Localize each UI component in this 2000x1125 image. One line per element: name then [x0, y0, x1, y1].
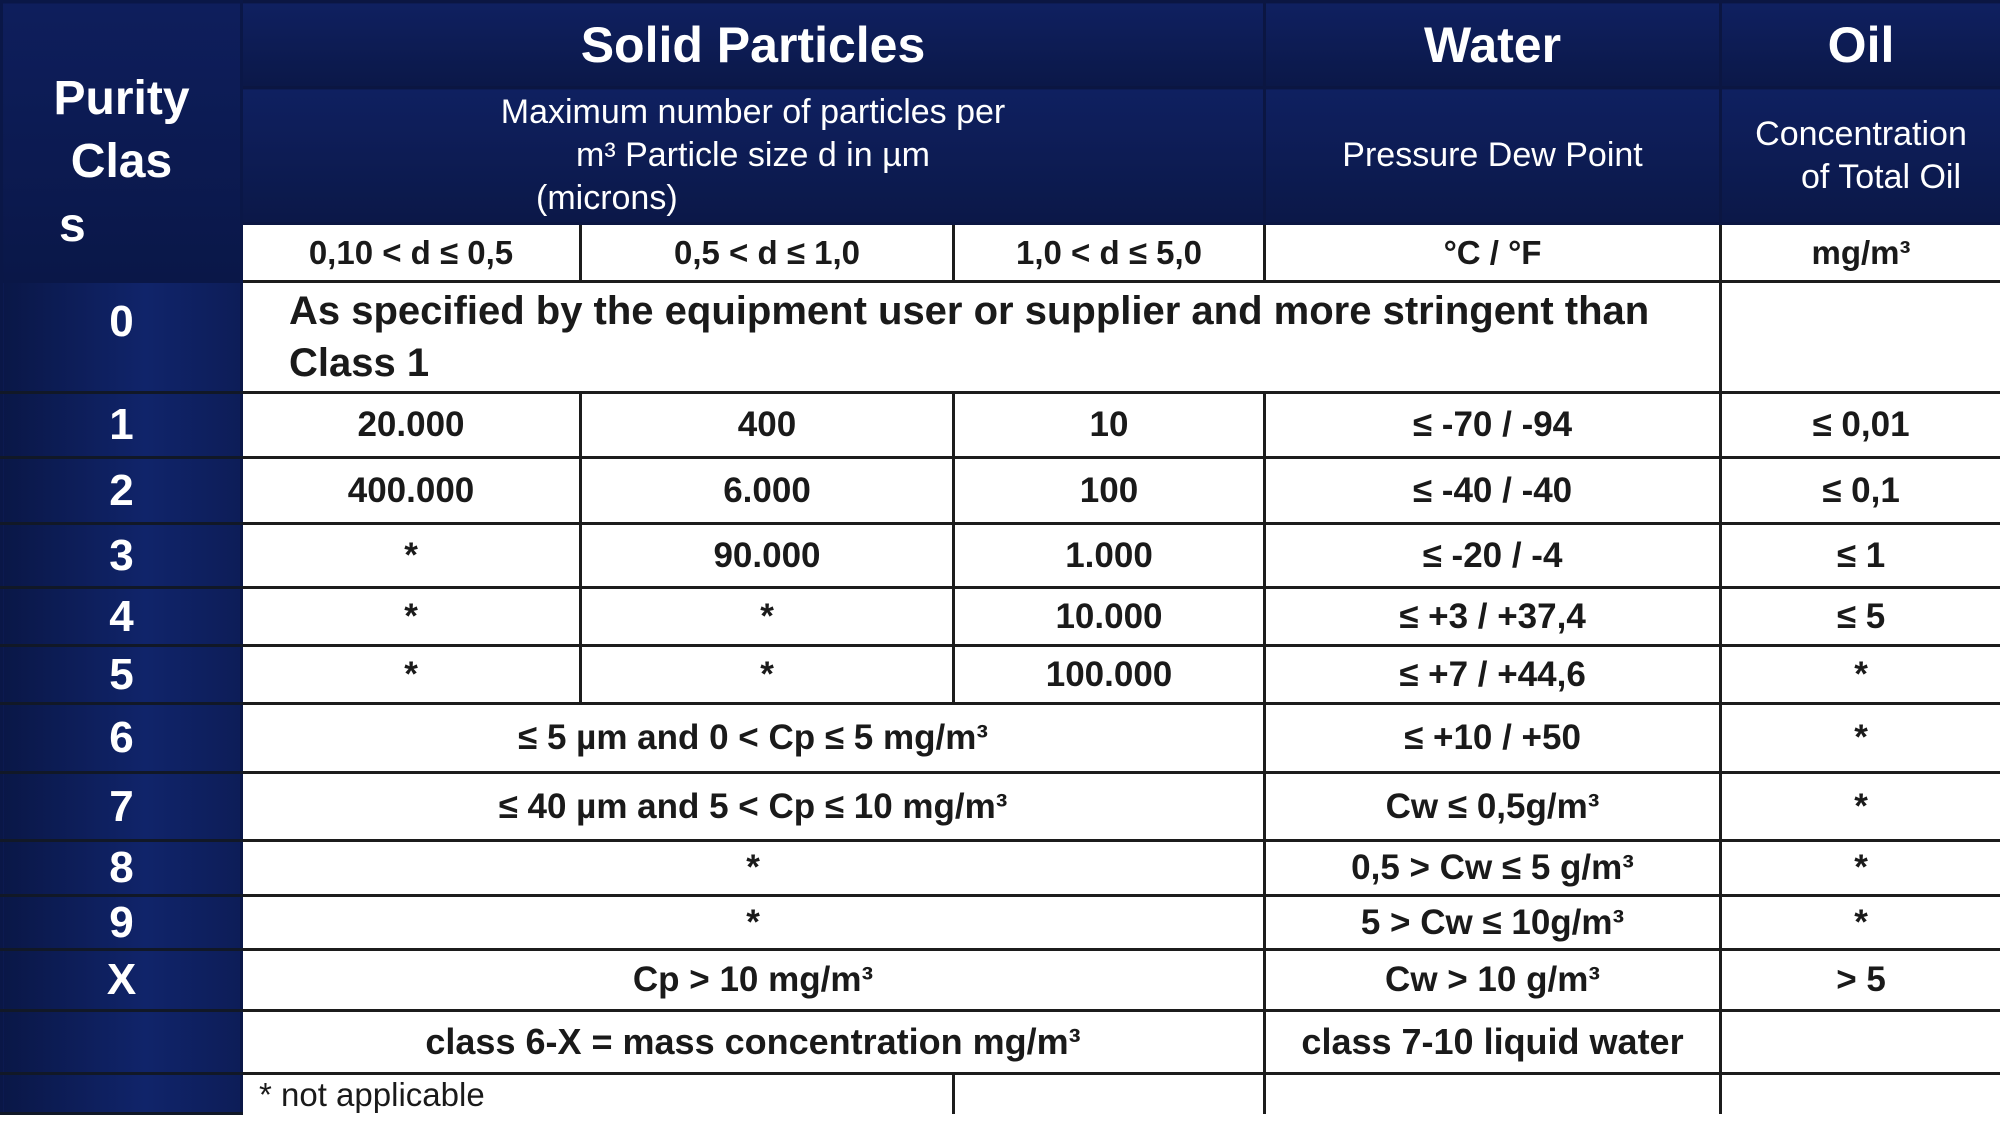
- class-row-merged: [2, 773, 2000, 841]
- oil-concentration-cell: *: [1721, 773, 2000, 841]
- particles-size-3-cell: 100: [954, 458, 1265, 524]
- oil-concentration-cell: *: [1721, 646, 2000, 704]
- solid-particles-merged-cell: *: [242, 841, 1265, 896]
- footnote-empty-cell: [1265, 1074, 1721, 1114]
- class-label: 5: [2, 646, 242, 704]
- particle-size-range-3: 1,0 < d ≤ 5,0: [954, 224, 1265, 282]
- class-label: 0: [2, 282, 242, 393]
- class-label: 1: [2, 393, 242, 458]
- particles-size-2-cell: 90.000: [581, 524, 954, 588]
- purity-class-header: [2, 2, 242, 282]
- oil-header: Oil: [1721, 2, 2000, 88]
- oil-sub-line-2: of Total Oil: [1801, 157, 1962, 196]
- oil-concentration-cell: ≤ 1: [1721, 524, 2000, 588]
- class-0-description: As specified by the equipment user or supplier and more stringent than Class 1: [242, 282, 1721, 393]
- class-row: [2, 588, 2000, 646]
- oil-concentration-cell: ≤ 0,01: [1721, 393, 2000, 458]
- class-0-row: [2, 282, 2000, 393]
- water-dew-point-cell: ≤ -20 / -4: [1265, 524, 1721, 588]
- oil-concentration-cell: *: [1721, 841, 2000, 896]
- oil-subheader: [1721, 88, 2000, 224]
- particles-size-2-cell: *: [581, 588, 954, 646]
- class-label: X: [2, 950, 242, 1011]
- water-header: Water: [1265, 2, 1721, 88]
- footer-class-cell: [2, 1011, 242, 1074]
- purity-header-line-2: Clas: [70, 135, 173, 189]
- class-label: 9: [2, 896, 242, 950]
- footnote-class-cell: [2, 1074, 242, 1114]
- water-liquid-note: class 7-10 liquid water: [1265, 1011, 1721, 1074]
- water-dew-point-cell: ≤ +3 / +37,4: [1265, 588, 1721, 646]
- particles-size-3-cell: 1.000: [954, 524, 1265, 588]
- particles-size-3-cell: 10.000: [954, 588, 1265, 646]
- particles-size-3-cell: 10: [954, 393, 1265, 458]
- particles-size-1-cell: *: [242, 588, 581, 646]
- solid-sub-line-1: Maximum number of particles per: [500, 93, 1006, 132]
- solid-sub-line-3: (microns): [536, 178, 678, 217]
- solid-particles-merged-cell: Cp > 10 mg/m³: [242, 950, 1265, 1011]
- oil-concentration-cell: > 5: [1721, 950, 2000, 1011]
- bottom-margin: [0, 1115, 2000, 1125]
- class-label: 6: [2, 704, 242, 773]
- water-dew-point-cell: ≤ -70 / -94: [1265, 393, 1721, 458]
- purity-header-line-3: s: [59, 198, 86, 252]
- footnote-row: [2, 1074, 2000, 1114]
- particles-size-1-cell: *: [242, 646, 581, 704]
- class-row: [2, 524, 2000, 588]
- particles-size-2-cell: 6.000: [581, 458, 954, 524]
- solid-particles-merged-cell: *: [242, 896, 1265, 950]
- particles-size-3-cell: 100.000: [954, 646, 1265, 704]
- water-subheader: Pressure Dew Point: [1265, 88, 1721, 224]
- oil-concentration-cell: ≤ 0,1: [1721, 458, 2000, 524]
- solid-particles-merged-cell: ≤ 40 µm and 5 < Cp ≤ 10 mg/m³: [242, 773, 1265, 841]
- header-row-descriptions: [2, 88, 2000, 224]
- class-row-merged: [2, 896, 2000, 950]
- footnote-empty-cell: [1721, 1074, 2000, 1114]
- units-row: [2, 224, 2000, 282]
- particles-size-1-cell: 400.000: [242, 458, 581, 524]
- header-row-categories: [2, 2, 2000, 88]
- class-label: 4: [2, 588, 242, 646]
- class-label: 8: [2, 841, 242, 896]
- water-dew-point-cell: Cw > 10 g/m³: [1265, 950, 1721, 1011]
- water-dew-point-cell: ≤ +10 / +50: [1265, 704, 1721, 773]
- water-dew-point-cell: 0,5 > Cw ≤ 5 g/m³: [1265, 841, 1721, 896]
- oil-sub-line-1: Concentration: [1755, 114, 1967, 153]
- solid-sub-line-2: m³ Particle size d in µm: [576, 136, 930, 175]
- class-label: 7: [2, 773, 242, 841]
- footnote-empty-cell: [954, 1074, 1265, 1114]
- class-0-oil-cell: [1721, 282, 2000, 393]
- class-row-merged: [2, 704, 2000, 773]
- purity-header-line-1: Purity: [53, 72, 190, 125]
- water-dew-point-cell: ≤ +7 / +44,6: [1265, 646, 1721, 704]
- solid-particles-merged-cell: ≤ 5 µm and 0 < Cp ≤ 5 mg/m³: [242, 704, 1265, 773]
- class-row: [2, 458, 2000, 524]
- class-row: [2, 646, 2000, 704]
- water-unit: °C / °F: [1265, 224, 1721, 282]
- particles-size-2-cell: *: [581, 646, 954, 704]
- particles-size-2-cell: 400: [581, 393, 954, 458]
- class-row-merged: [2, 950, 2000, 1011]
- solid-particles-subheader: [242, 88, 1265, 224]
- particles-size-1-cell: *: [242, 524, 581, 588]
- particle-size-range-2: 0,5 < d ≤ 1,0: [581, 224, 954, 282]
- class-label: 3: [2, 524, 242, 588]
- water-dew-point-cell: Cw ≤ 0,5g/m³: [1265, 773, 1721, 841]
- particles-size-1-cell: 20.000: [242, 393, 581, 458]
- oil-concentration-cell: *: [1721, 704, 2000, 773]
- oil-concentration-cell: ≤ 5: [1721, 588, 2000, 646]
- class-row-merged: [2, 841, 2000, 896]
- not-applicable-footnote: * not applicable: [242, 1074, 954, 1114]
- oil-concentration-cell: *: [1721, 896, 2000, 950]
- water-dew-point-cell: 5 > Cw ≤ 10g/m³: [1265, 896, 1721, 950]
- oil-unit: mg/m³: [1721, 224, 2000, 282]
- solid-mass-concentration-note: class 6-X = mass concentration mg/m³: [242, 1011, 1265, 1074]
- class-row: [2, 393, 2000, 458]
- particle-size-range-1: 0,10 < d ≤ 0,5: [242, 224, 581, 282]
- footer-oil-cell: [1721, 1011, 2000, 1074]
- water-dew-point-cell: ≤ -40 / -40: [1265, 458, 1721, 524]
- solid-particles-header: Solid Particles: [242, 2, 1265, 88]
- footer-notes-row: [2, 1011, 2000, 1074]
- class-label: 2: [2, 458, 242, 524]
